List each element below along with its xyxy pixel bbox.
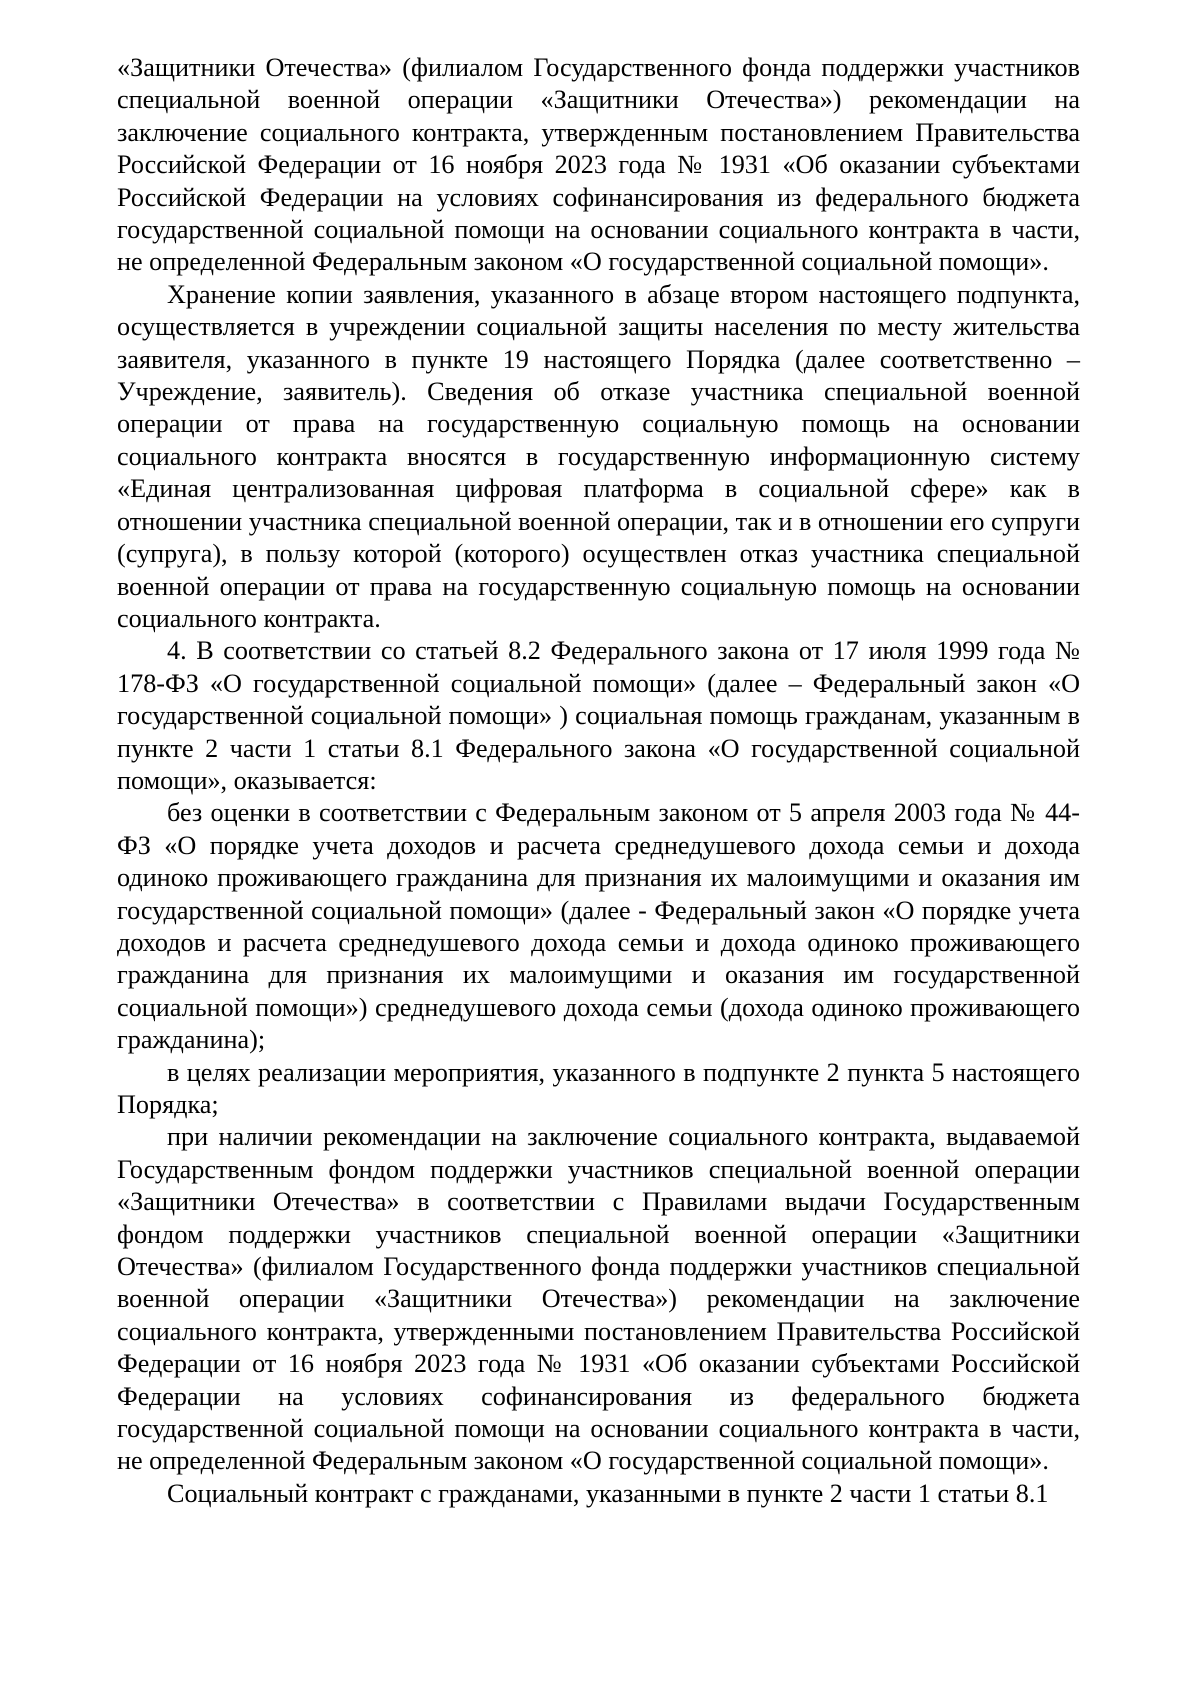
document-page — [117, 52, 1080, 1510]
paragraph-6: при наличии рекомендации на заключение социального контракта, выдаваемой Государственным фондом поддержки участников специальной военной операции «Защитники Отечества» в соответствии с Правилами выдачи Государственным фондом поддержки участников специальной военной операции «Защитники Отечества» (филиалом Государственного фонда поддержки участников специальной военной операции «Защитники Отечества») рекомендации на заключение социального контракта, утвержденными постановлением Правительства Российской Федерации от 16 ноября 2023 года № 1931 «Об оказании субъектами Российской Федерации на условиях софинансирования из федерального бюджета государственной социальной помощи на основании социального контракта в части, не определенной Федеральным законом «О государственной социальной помощи». — [117, 1122, 1080, 1476]
paragraph-2: Хранение копии заявления, указанного в абзаце втором настоящего подпункта, осуществляется в учреждении социальной защиты населения по месту жительства заявителя, указанного в пункте 19 настоящего Порядка (далее соответственно – Учреждение, заявитель). Сведения об отказе участника специальной военной операции от права на государственную социальную помощь на основании социального контракта вносятся в государственную информационную систему «Единая централизованная цифровая платформа в социальной сфере» как в отношении участника специальной военной операции, так и в отношении его супруги (супруга), в пользу которой (которого) осуществлен отказ участника специальной военной операции от права на государственную социальную помощь на основании социального контракта. — [117, 279, 1080, 633]
paragraph-5: в целях реализации мероприятия, указанного в подпункте 2 пункта 5 настоящего Порядка; — [117, 1057, 1080, 1119]
paragraph-7: Социальный контракт с гражданами, указанными в пункте 2 части 1 статьи 8.1 — [167, 1478, 1049, 1508]
paragraph-3: 4. В соответствии со статьей 8.2 Федерального закона от 17 июля 1999 года № 178-ФЗ «О государственной социальной помощи» (далее – Федеральный закон «О государственной социальной помощи» ) социальная помощь гражданам, указанным в пункте 2 части 1 статьи 8.1 Федерального закона «О государственной социальной помощи», оказывается: — [117, 636, 1080, 795]
paragraph-4: без оценки в соответствии с Федеральным законом от 5 апреля 2003 года № 44-ФЗ «О порядке учета доходов и расчета среднедушевого дохода семьи и дохода одиноко проживающего гражданина для признания их малоимущими и оказания им государственной социальной помощи» (далее - Федеральный закон «О порядке учета доходов и расчета среднедушевого дохода семьи и дохода одиноко проживающего гражданина для признания их малоимущими и оказания им государственной социальной помощи») среднедушевого дохода семьи (дохода одиноко проживающего гражданина); — [117, 798, 1080, 1055]
paragraph-1: «Защитники Отечества» (филиалом Государственного фонда поддержки участников специальной военной операции «Защитники Отечества») рекомендации на заключение социального контракта, утвержденным постановлением Правительства Российской Федерации от 16 ноября 2023 года № 1931 «Об оказании субъектами Российской Федерации на условиях софинансирования из федерального бюджета государственной социальной помощи на основании социального контракта в части, не определенной Федеральным законом «О государственной социальной помощи». — [117, 53, 1080, 277]
